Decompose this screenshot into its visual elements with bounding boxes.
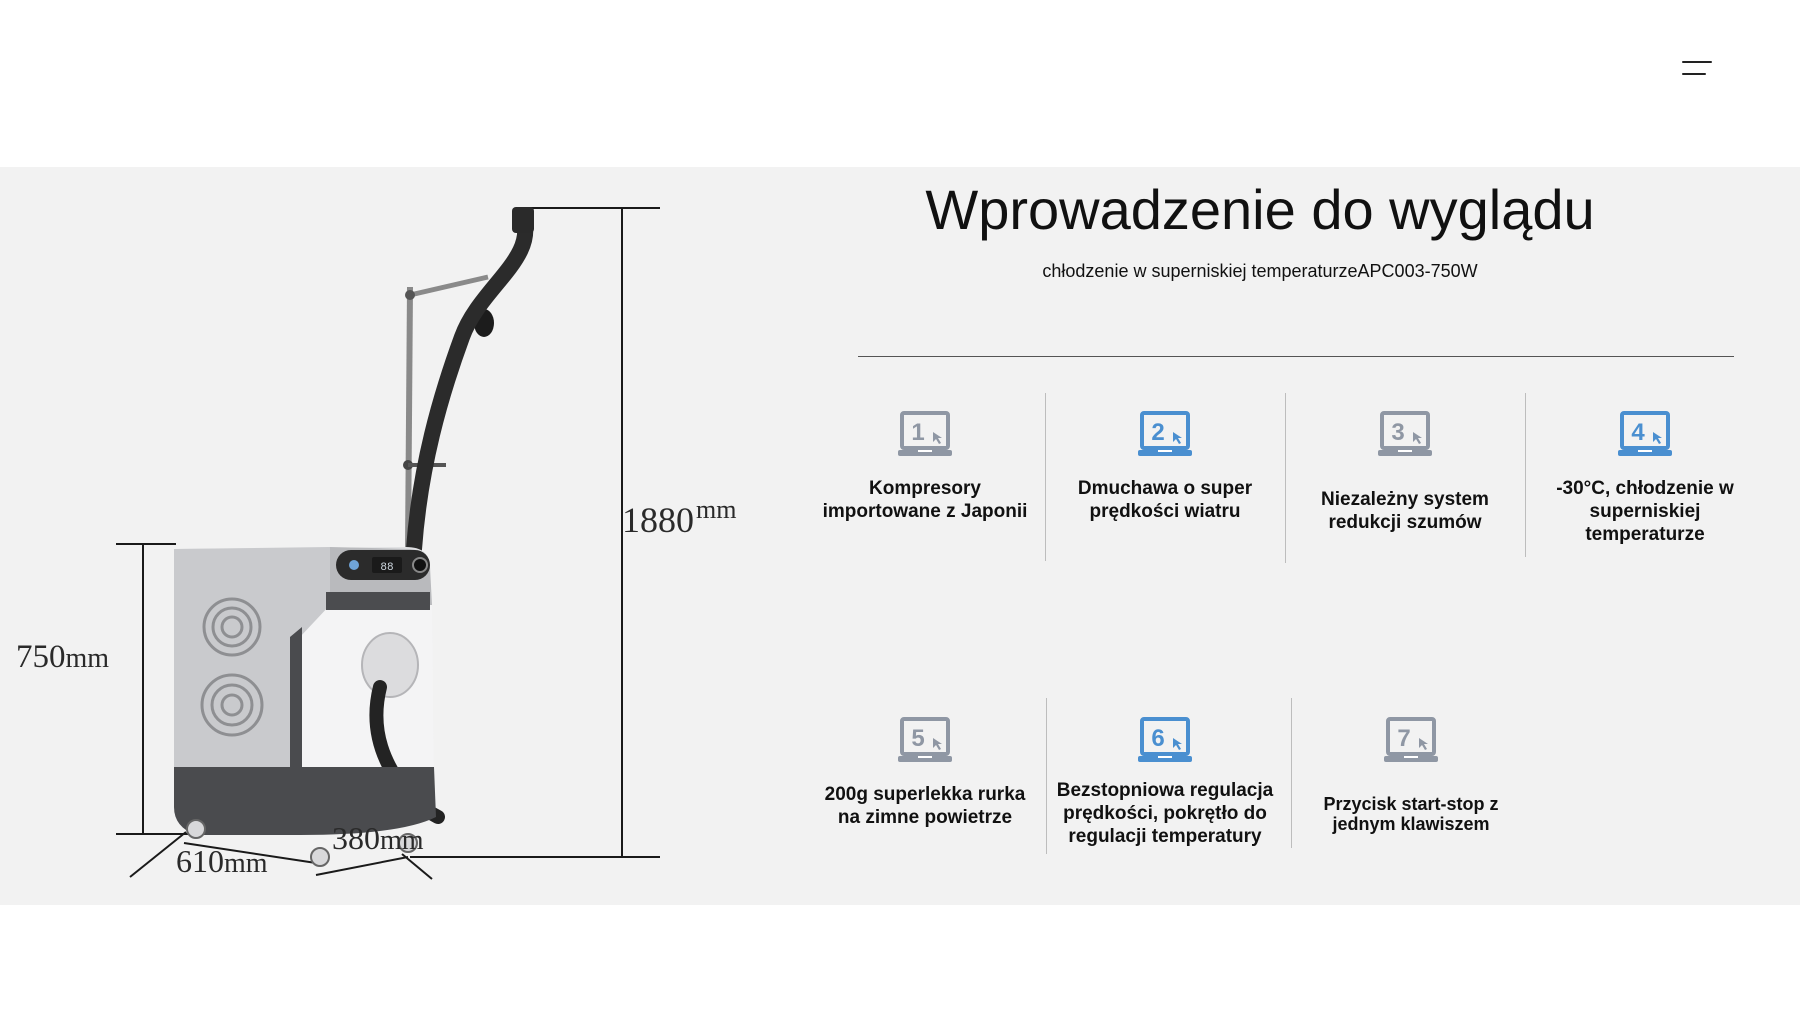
feature-number: 7 bbox=[1397, 725, 1411, 752]
dimension-height-total: $1880^{mm}$ bbox=[622, 495, 737, 540]
feature-number: 5 bbox=[911, 725, 925, 752]
laptop-cursor-icon bbox=[1378, 410, 1432, 460]
feature-item bbox=[1301, 716, 1521, 834]
column-divider bbox=[1046, 698, 1047, 854]
column-divider bbox=[1525, 393, 1526, 557]
dimension-depth: 610mm bbox=[176, 843, 268, 879]
laptop-cursor-icon bbox=[898, 716, 952, 766]
column-divider bbox=[1285, 393, 1286, 563]
feature-number: 3 bbox=[1391, 419, 1405, 446]
feature-number: 4 bbox=[1631, 419, 1645, 446]
feature-item bbox=[1055, 410, 1275, 523]
feature-label: Bezstopniowa regulacja prędkości, pokrętło do regulacji temperatury bbox=[1056, 780, 1274, 847]
feature-number: 2 bbox=[1151, 419, 1165, 446]
page-title: Wprowadzenie do wyglądu bbox=[925, 178, 1595, 241]
feature-number: 6 bbox=[1151, 725, 1165, 752]
device-body bbox=[174, 547, 438, 866]
feature-number: 1 bbox=[911, 419, 925, 446]
divider bbox=[858, 356, 1734, 357]
support-arm bbox=[403, 207, 534, 549]
laptop-cursor-icon bbox=[1618, 410, 1672, 460]
product-illustration bbox=[0, 167, 800, 905]
menu-button[interactable] bbox=[1676, 56, 1716, 86]
feature-item bbox=[1295, 410, 1515, 534]
feature-item bbox=[815, 410, 1035, 523]
laptop-cursor-icon bbox=[1384, 716, 1438, 766]
dimension-height-body: 750mm bbox=[16, 639, 110, 675]
feature-item bbox=[815, 716, 1035, 829]
column-divider bbox=[1045, 393, 1046, 561]
hamburger-menu-icon bbox=[1682, 61, 1712, 63]
appearance-section bbox=[0, 167, 1800, 905]
laptop-cursor-icon bbox=[898, 410, 952, 460]
control-panel-display: 88 bbox=[380, 562, 394, 574]
laptop-cursor-icon bbox=[1138, 716, 1192, 766]
dimension-width: 380mm bbox=[332, 820, 424, 856]
page-subtitle: chłodzenie w superniskiej temperaturzeAPC003-750W bbox=[1042, 261, 1478, 281]
feature-item bbox=[1535, 410, 1755, 546]
feature-label: -30°C, chłodzenie w superniskiej temperaturze bbox=[1556, 478, 1734, 545]
laptop-cursor-icon bbox=[1138, 410, 1192, 460]
hamburger-menu-icon-bar bbox=[1682, 73, 1706, 75]
column-divider bbox=[1291, 698, 1292, 848]
feature-label: Przycisk start-stop z jednym klawiszem bbox=[1323, 794, 1499, 834]
feature-label: Kompresory importowane z Japonii bbox=[822, 478, 1028, 522]
feature-label: 200g superlekka rurka na zimne powietrze bbox=[824, 784, 1026, 828]
feature-label: Dmuchawa o super prędkości wiatru bbox=[1077, 478, 1253, 522]
feature-item bbox=[1055, 716, 1275, 848]
feature-label: Niezależny system redukcji szumów bbox=[1321, 489, 1489, 533]
